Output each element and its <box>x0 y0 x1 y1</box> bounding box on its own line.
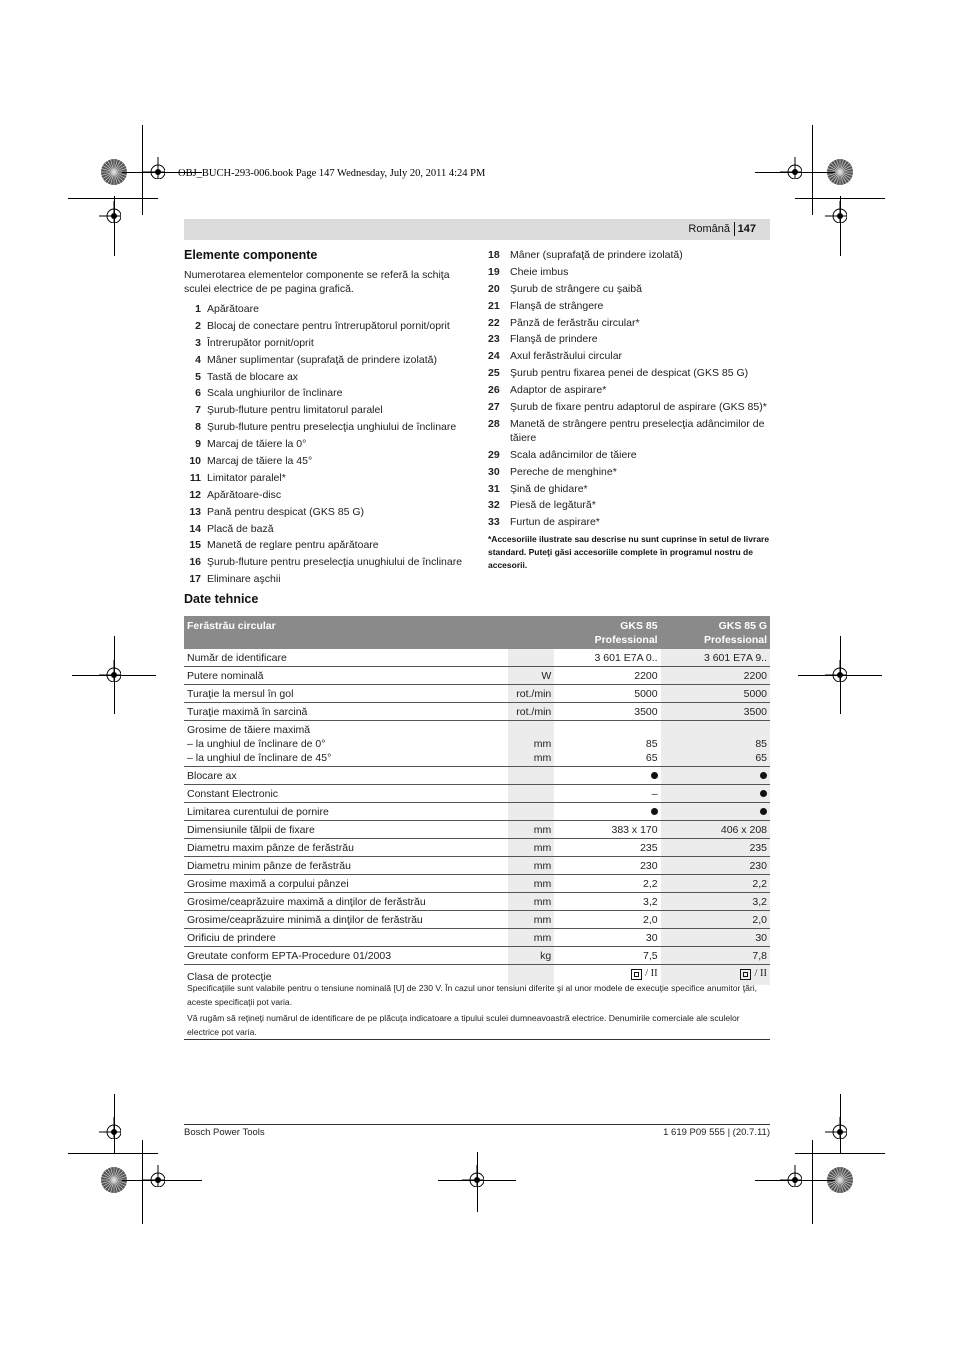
feature-present-icon <box>651 772 658 779</box>
row-value-gks85g: 5000 <box>661 685 770 703</box>
row-unit <box>508 767 554 785</box>
item-number: 25 <box>488 367 500 380</box>
row-value-gks85: 85 65 <box>554 721 660 767</box>
page-number: 147 <box>737 223 756 235</box>
row-unit <box>508 649 554 667</box>
list-item <box>488 498 770 512</box>
item-number: 31 <box>488 482 500 495</box>
item-text: Şină de ghidare* <box>510 482 588 495</box>
crop-line <box>798 675 882 676</box>
row-value-gks85 <box>554 767 660 785</box>
item-text: Blocaj de conectare pentru întrerupătorul pornit/oprit <box>207 319 450 332</box>
double-insulation-icon <box>631 969 642 980</box>
item-number: 20 <box>488 282 500 295</box>
table-row <box>184 911 770 929</box>
voltage-note: Specificaţiile sunt valabile pentru o tensiune nominală [U] de 230 V. În cazul unor tensiuni diferite şi al unor modele de execuţie specifice anumitor ţări, aceste specificaţii pot varia. <box>187 983 758 1007</box>
list-item <box>488 248 770 262</box>
item-number: 27 <box>488 401 500 414</box>
row-value-gks85g: 2,0 <box>661 911 770 929</box>
row-unit: kg <box>508 947 554 965</box>
item-number: 23 <box>488 333 500 346</box>
item-number: 3 <box>195 336 201 349</box>
list-item <box>184 454 466 468</box>
list-item <box>184 336 466 350</box>
item-text: Piesă de legătură* <box>510 499 596 512</box>
item-number: 32 <box>488 499 500 512</box>
accessories-footnote: *Accesoriile ilustrate sau descrise nu sunt cuprinse în setul de livrare standard. Puteţi găsi accesoriile complete în programul nostru de accesorii. <box>488 534 770 571</box>
row-label: Orificiu de prindere <box>184 929 508 947</box>
item-text: Şurub-fluture pentru preselecţia unghiului de înclinare <box>207 421 457 434</box>
item-number: 11 <box>189 471 201 484</box>
protection-class <box>740 967 767 981</box>
item-number: 22 <box>488 316 500 329</box>
table-row <box>184 649 770 667</box>
item-number: 16 <box>189 556 201 569</box>
row-unit: mm <box>508 821 554 839</box>
row-unit: mm <box>508 893 554 911</box>
protection-class-text: / II <box>754 968 767 979</box>
row-value-gks85: 5000 <box>554 685 660 703</box>
row-label: Grosime maximă a corpului pânzei <box>184 875 508 893</box>
row-value-gks85g: 235 <box>661 839 770 857</box>
item-number: 5 <box>195 370 201 383</box>
table-row <box>184 839 770 857</box>
components-right-column <box>488 248 770 572</box>
item-text: Placă de bază <box>207 522 274 535</box>
row-unit <box>508 785 554 803</box>
table-row <box>184 947 770 965</box>
item-text: Limitator paralel* <box>207 471 286 484</box>
item-text: Flanşă de prindere <box>510 333 598 346</box>
row-label: Constant Electronic <box>184 785 508 803</box>
registration-target-icon <box>99 201 121 223</box>
table-row <box>184 721 770 767</box>
item-text: Manetă de strângere pentru preselecţia adâncimilor de tăiere <box>510 417 765 444</box>
row-unit <box>508 803 554 821</box>
item-number: 7 <box>195 404 201 417</box>
row-value-gks85g: 3,2 <box>661 893 770 911</box>
registration-target-icon <box>780 157 802 179</box>
crop-line <box>812 1140 813 1224</box>
footer-divider <box>184 1124 770 1125</box>
item-text: Şurub pentru fixarea penei de despicat (GKS 85 G) <box>510 367 749 380</box>
item-number: 10 <box>189 455 201 468</box>
row-value-gks85: 3,2 <box>554 893 660 911</box>
item-number: 24 <box>488 350 500 363</box>
item-number: 12 <box>189 488 201 501</box>
list-item <box>184 471 466 485</box>
list-item <box>488 515 770 529</box>
registration-target-icon <box>99 1117 121 1139</box>
footer-docnumber: 1 619 P09 555 | (20.7.11) <box>663 1127 770 1138</box>
crop-line <box>812 125 813 215</box>
list-item <box>488 383 770 397</box>
crop-line <box>68 1153 158 1154</box>
item-text: Scala unghiurilor de înclinare <box>207 387 343 400</box>
feature-present-icon <box>760 808 767 815</box>
table-header-gks85: GKS 85 Professional <box>554 616 660 649</box>
list-item <box>184 370 466 384</box>
row-unit: mm <box>508 929 554 947</box>
registration-target-icon <box>825 660 847 682</box>
registration-target-icon <box>825 201 847 223</box>
item-text: Apărătoare-disc <box>207 488 282 501</box>
row-label: Blocare ax <box>184 767 508 785</box>
components-intro: Numerotarea elementelor componente se referă la schiţa sculei electrice de pe pagina grafică. <box>184 269 450 295</box>
row-value-gks85g: 406 x 208 <box>661 821 770 839</box>
item-number: 33 <box>488 516 500 529</box>
item-text: Furtun de aspirare* <box>510 516 600 529</box>
item-text: Tastă de blocare ax <box>207 370 299 383</box>
table-row <box>184 929 770 947</box>
components-list-left <box>184 302 466 586</box>
row-value-gks85 <box>554 803 660 821</box>
item-number: 13 <box>189 505 201 518</box>
registration-target-icon <box>143 1165 165 1187</box>
feature-present-icon <box>760 790 767 797</box>
item-number: 19 <box>488 265 500 278</box>
crop-line <box>142 1140 143 1224</box>
list-item <box>184 505 466 519</box>
feature-present-icon <box>651 808 658 815</box>
language-label: Română <box>688 223 730 235</box>
crop-line <box>114 1094 115 1154</box>
table-row <box>184 803 770 821</box>
row-label: Turaţie maximă în sarcină <box>184 703 508 721</box>
row-label: Grosime/ceaprăzuire maximă a dinţilor de ferăstrău <box>184 893 508 911</box>
registration-target-icon <box>143 157 165 179</box>
row-value-gks85g: 230 <box>661 857 770 875</box>
item-number: 2 <box>195 319 201 332</box>
crop-line <box>755 1180 835 1181</box>
row-value-gks85: – <box>554 785 660 803</box>
item-text: Mâner suplimentar (suprafaţă de prindere izolată) <box>207 353 437 366</box>
table-notes <box>184 982 770 1042</box>
item-number: 29 <box>488 448 500 461</box>
item-text: Scala adâncimilor de tăiere <box>510 448 637 461</box>
item-number: 28 <box>488 417 500 430</box>
list-item <box>488 417 770 445</box>
print-header: OBJ_BUCH-293-006.book Page 147 Wednesday, July 20, 2011 4:24 PM <box>178 168 486 179</box>
list-item <box>184 437 466 451</box>
row-value-gks85g: 30 <box>661 929 770 947</box>
item-text: Întrerupător pornit/oprit <box>207 336 314 349</box>
item-number: 1 <box>195 303 201 315</box>
row-value-gks85: 2,0 <box>554 911 660 929</box>
crop-line <box>840 196 841 256</box>
list-item <box>184 386 466 400</box>
registration-target-icon <box>462 1165 484 1187</box>
row-value-gks85: 230 <box>554 857 660 875</box>
row-label: Limitarea curentului de pornire <box>184 803 508 821</box>
footer-brand: Bosch Power Tools <box>184 1127 265 1138</box>
item-text: Marcaj de tăiere la 45° <box>207 455 313 468</box>
table-row <box>184 821 770 839</box>
running-head-divider <box>734 222 735 236</box>
row-value-gks85: 2200 <box>554 667 660 685</box>
item-text: Apărătoare <box>207 303 259 315</box>
row-unit: rot./min <box>508 685 554 703</box>
item-text: Cheie imbus <box>510 265 569 278</box>
row-label: Turaţie la mersul în gol <box>184 685 508 703</box>
row-unit: mm <box>508 911 554 929</box>
double-insulation-icon <box>740 969 751 980</box>
row-value-gks85: 2,2 <box>554 875 660 893</box>
item-number: 14 <box>189 522 201 535</box>
list-item <box>488 349 770 363</box>
list-item <box>488 400 770 414</box>
list-item <box>488 448 770 462</box>
row-value-gks85: 3500 <box>554 703 660 721</box>
list-item <box>184 522 466 536</box>
row-unit: mm <box>508 875 554 893</box>
list-item <box>488 265 770 279</box>
table-header-gks85g: GKS 85 G Professional <box>661 616 770 649</box>
item-number: 30 <box>488 465 500 478</box>
table-row <box>184 703 770 721</box>
row-value-gks85g: 3 601 E7A 9.. <box>661 649 770 667</box>
row-unit: mm <box>508 839 554 857</box>
item-text: Manetă de reglare pentru apărătoare <box>207 539 379 552</box>
table-row <box>184 685 770 703</box>
list-item <box>184 538 466 552</box>
item-text: Şurub-fluture pentru limitatorul paralel <box>207 404 383 417</box>
table-row <box>184 767 770 785</box>
item-number: 6 <box>195 387 201 400</box>
components-title: Elemente componente <box>184 248 318 262</box>
list-item <box>184 403 466 417</box>
crop-line <box>122 1180 202 1181</box>
row-value-gks85g: 3500 <box>661 703 770 721</box>
list-item <box>184 572 466 586</box>
table-row <box>184 667 770 685</box>
list-item <box>184 488 466 502</box>
row-value-gks85g: 7,8 <box>661 947 770 965</box>
row-value-gks85g: 2200 <box>661 667 770 685</box>
item-text: Pană pentru despicat (GKS 85 G) <box>207 505 365 518</box>
item-text: Şurub de fixare pentru adaptorul de aspirare (GKS 85)* <box>510 401 767 414</box>
list-item <box>184 555 466 569</box>
item-text: Mâner (suprafaţă de prindere izolată) <box>510 249 683 261</box>
protection-class-text: / II <box>645 968 658 979</box>
list-item <box>488 482 770 496</box>
item-text: Pereche de menghine* <box>510 465 617 478</box>
item-number: 26 <box>488 384 500 397</box>
row-label: Număr de identificare <box>184 649 508 667</box>
crop-line <box>142 125 143 215</box>
table-row <box>184 785 770 803</box>
item-text: Pânză de ferăstrău circular* <box>510 316 640 329</box>
row-unit: W <box>508 667 554 685</box>
row-value-gks85: 3 601 E7A 0.. <box>554 649 660 667</box>
list-item <box>488 465 770 479</box>
row-label: Grosime/ceaprăzuire minimă a dinţilor de ferăstrău <box>184 911 508 929</box>
item-number: 21 <box>488 299 500 312</box>
tech-data-title: Date tehnice <box>184 592 259 606</box>
list-item <box>184 302 466 316</box>
row-value-gks85: 7,5 <box>554 947 660 965</box>
item-text: Şurub de strângere cu şaibă <box>510 282 642 295</box>
item-number: 17 <box>189 573 201 586</box>
list-item <box>184 420 466 434</box>
row-unit: mm mm <box>508 721 554 767</box>
row-value-gks85g <box>661 785 770 803</box>
feature-present-icon <box>760 772 767 779</box>
crop-line <box>477 1152 478 1212</box>
row-value-gks85g <box>661 803 770 821</box>
row-unit: rot./min <box>508 703 554 721</box>
list-item <box>488 282 770 296</box>
components-left-column <box>184 248 466 589</box>
row-label: Diametru minim pânze de ferăstrău <box>184 857 508 875</box>
item-text: Flanşă de strângere <box>510 299 604 312</box>
components-list-right <box>488 248 770 529</box>
row-label: Putere nominală <box>184 667 508 685</box>
row-label: Diametru maxim pânze de ferăstrău <box>184 839 508 857</box>
row-value-gks85g: 2,2 <box>661 875 770 893</box>
table-header-row <box>184 616 770 649</box>
list-item <box>488 316 770 330</box>
item-number: 8 <box>195 421 201 434</box>
registration-target-icon <box>825 1117 847 1139</box>
crop-line <box>114 196 115 256</box>
crop-line <box>72 675 156 676</box>
registration-target-icon <box>99 660 121 682</box>
item-number: 9 <box>195 438 201 451</box>
tech-data-table <box>184 616 770 985</box>
item-number: 15 <box>189 539 201 552</box>
row-label: Grosime de tăiere maximă – la unghiul de înclinare de 0° – la unghiul de înclinare de 45° <box>184 721 508 767</box>
list-item <box>184 353 466 367</box>
protection-class <box>631 967 658 981</box>
crop-line <box>840 1094 841 1154</box>
list-item <box>184 319 466 333</box>
row-value-gks85g: 85 65 <box>661 721 770 767</box>
row-label: Clasa de protecţie <box>187 970 272 983</box>
item-text: Axul ferăstrăului circular <box>510 350 623 363</box>
item-number: 4 <box>195 353 201 366</box>
item-text: Eliminare aşchii <box>207 573 281 586</box>
list-item <box>488 332 770 346</box>
item-text: Adaptor de aspirare* <box>510 384 607 397</box>
list-item <box>488 299 770 313</box>
crop-line <box>755 172 835 173</box>
registration-target-icon <box>780 1165 802 1187</box>
item-number: 18 <box>488 249 500 261</box>
table-header-label: Ferăstrău circular <box>184 616 554 649</box>
identification-note: Vă rugăm să reţineţi numărul de identificare de pe plăcuţa indicatoare a tipului sculei dumneavoastră electrice. Denumirile comerciale ale sculelor electrice pot varia. <box>187 1013 740 1037</box>
row-value-gks85g <box>661 767 770 785</box>
item-text: Şurub-fluture pentru preselecţia unughiului de înclinare <box>207 556 463 569</box>
row-value-gks85: 235 <box>554 839 660 857</box>
row-label: Dimensiunile tălpii de fixare <box>184 821 508 839</box>
table-row <box>184 893 770 911</box>
row-unit: mm <box>508 857 554 875</box>
row-value-gks85: 383 x 170 <box>554 821 660 839</box>
running-head <box>184 219 770 240</box>
row-label: Greutate conform EPTA-Procedure 01/2003 <box>184 947 508 965</box>
notes-divider <box>184 1039 770 1040</box>
list-item <box>488 366 770 380</box>
table-row <box>184 857 770 875</box>
crop-line <box>68 198 158 199</box>
item-text: Marcaj de tăiere la 0° <box>207 438 307 451</box>
row-value-gks85: 30 <box>554 929 660 947</box>
table-row <box>184 875 770 893</box>
